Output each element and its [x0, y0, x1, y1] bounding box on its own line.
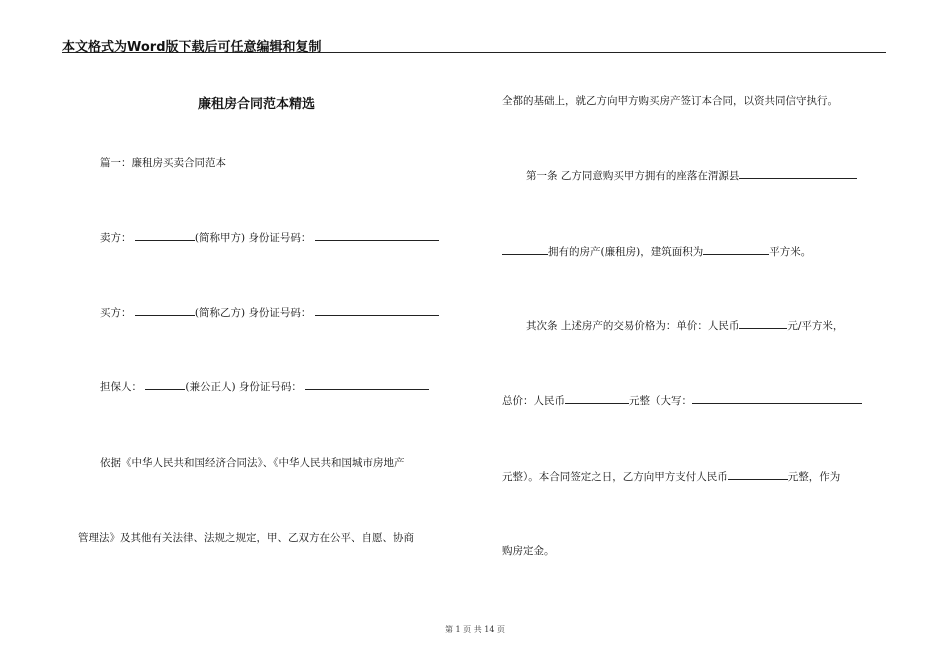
- article-2-text: 其次条 上述房产的交易价格为：单价：人民币: [526, 320, 740, 332]
- seller-label: 卖方：: [100, 232, 132, 244]
- total-price-blank: [565, 393, 629, 404]
- article-1-tail: 平方米。: [769, 246, 812, 258]
- article-2-tail: 元整，作为: [787, 471, 841, 483]
- part-heading: 篇一：廉租房买卖合同范本: [100, 157, 226, 169]
- article-1-text: 第一条 乙方同意购买甲方拥有的座落在渭源县: [526, 170, 740, 182]
- article-1-line-2: [502, 244, 811, 259]
- document-header: 本文格式为Word版下载后可任意编辑和复制: [62, 40, 322, 55]
- deposit-blank: [728, 469, 788, 480]
- location-blank: [739, 168, 857, 179]
- header-divider: [62, 52, 886, 53]
- article-2-line-4: 购房定金。: [502, 545, 555, 557]
- seller-mid: (简称甲方) 身份证号码：: [194, 232, 312, 244]
- article-2-mid: 元整（大写：: [629, 395, 692, 407]
- document-title: 廉租房合同范本精选: [198, 97, 316, 112]
- paragraph-line: 依据《中华人民共和国经济合同法》、《中华人民共和国城市房地产: [100, 457, 405, 469]
- guarantor-mid: (兼公正人) 身份证号码：: [185, 381, 302, 393]
- area-blank: [703, 244, 769, 255]
- article-2-tail: 元/平方米，: [787, 320, 844, 332]
- buyer-id-blank: [315, 305, 439, 316]
- guarantor-name-blank: [145, 379, 185, 390]
- paragraph-line: 全都的基础上，就乙方向甲方购买房产签订本合同，以资共同信守执行。: [502, 95, 838, 107]
- article-2-text: 总价：人民币: [502, 395, 565, 407]
- guarantor-line: [100, 379, 429, 394]
- seller-name-blank: [135, 230, 195, 241]
- total-upper-blank: [692, 393, 862, 404]
- owner-blank: [502, 244, 548, 255]
- guarantor-id-blank: [305, 379, 429, 390]
- article-2-line-3: [502, 469, 840, 484]
- page-number: 第 1 页 共 14 页: [445, 625, 505, 634]
- buyer-label: 买方：: [100, 307, 132, 319]
- buyer-line: [100, 305, 439, 320]
- guarantor-label: 担保人：: [100, 381, 142, 393]
- article-2-text: 元整）。本合同签定之日，乙方向甲方支付人民币: [502, 471, 728, 483]
- buyer-name-blank: [135, 305, 195, 316]
- buyer-mid: (简称乙方) 身份证号码：: [194, 307, 312, 319]
- article-1-line-1: [526, 168, 857, 183]
- seller-line: [100, 230, 439, 245]
- seller-id-blank: [315, 230, 439, 241]
- article-2-line-2: [502, 393, 862, 408]
- article-2-line-1: [526, 318, 843, 333]
- article-1-text: 拥有的房产(廉租房)，建筑面积为: [548, 246, 704, 258]
- unit-price-blank: [739, 318, 787, 329]
- paragraph-line: 管理法》及其他有关法律、法规之规定，甲、乙双方在公平、自愿、协商: [78, 532, 414, 544]
